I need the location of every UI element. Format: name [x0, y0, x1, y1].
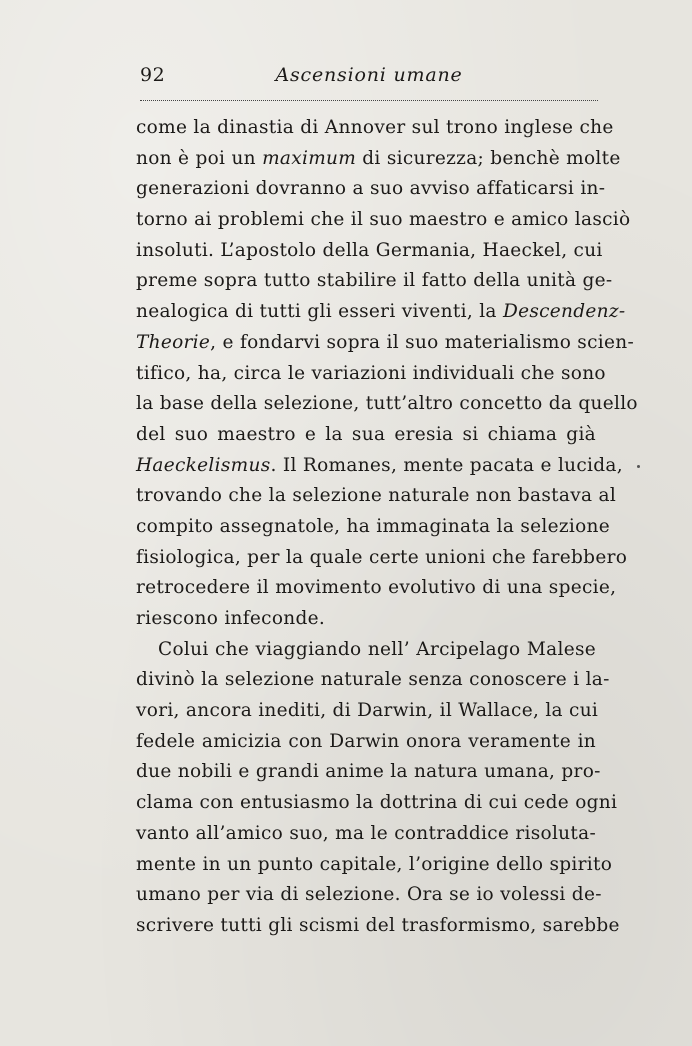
- italic-term: Haeckelismus: [136, 454, 271, 476]
- paragraph: [136, 635, 620, 942]
- text-line: nealogica di tutti gli esseri viventi, la Descendenz-: [136, 301, 626, 323]
- text-line: scrivere tutti gli scismi del trasformismo, sarebbe: [136, 914, 620, 936]
- text-line: retrocedere il movimento evolutivo di una specie,: [136, 577, 617, 599]
- text-line: fedele amicizia con Darwin onora veramente in: [136, 730, 596, 752]
- text-line: clama con entusiasmo la dottrina di cui cede ogni: [136, 792, 618, 814]
- text-line: Colui che viaggiando nell’ Arcipelago Malese: [158, 638, 596, 660]
- text-line: torno ai problemi che il suo maestro e amico lasciò: [136, 209, 631, 231]
- text-line: compito assegnatole, ha immaginata la selezione: [136, 515, 611, 537]
- text-line: due nobili e grandi anime la natura umana, pro-: [136, 761, 601, 783]
- italic-term: Descendenz-: [502, 301, 626, 323]
- text-line: non è poi un maximum di sicurezza; benchè molte: [136, 147, 621, 169]
- header-rule: [140, 100, 598, 101]
- text-line: come la dinastia di Annover sul trono inglese che: [136, 117, 614, 138]
- text-line: trovando che la selezione naturale non bastava al: [136, 485, 617, 507]
- text-line: fisiologica, per la quale certe unioni che farebbero: [136, 546, 628, 568]
- page-header: [140, 62, 598, 92]
- text-line: vori, ancora inediti, di Darwin, il Wallace, la cui: [136, 700, 599, 722]
- text-line: del suo maestro e la sua eresia si chiama già: [136, 423, 596, 445]
- text-line: Haeckelismus. Il Romanes, mente pacata e lucida,: [136, 454, 623, 476]
- text-line: umano per via di selezione. Ora se io volessi de-: [136, 884, 602, 906]
- text-line: mente in un punto capitale, l’origine dello spirito: [136, 853, 613, 875]
- text-line: tifico, ha, circa le variazioni individuali che sono: [136, 362, 606, 384]
- paragraph: [136, 113, 638, 635]
- text-line: divinò la selezione naturale senza conoscere i la-: [136, 669, 610, 691]
- text-line: insoluti. L’apostolo della Germania, Haeckel, cui: [136, 239, 603, 261]
- italic-term: Theorie: [136, 331, 211, 353]
- text-line: Theorie, e fondarvi sopra il suo materialismo scien-: [136, 331, 634, 353]
- paper-speck: [637, 465, 640, 468]
- text-line: la base della selezione, tutt’altro concetto da quello: [136, 393, 638, 415]
- running-title: Ascensioni umane: [275, 64, 463, 86]
- text-line: riescono infeconde.: [136, 608, 326, 629]
- text-line: vanto all’amico suo, ma le contraddice risoluta-: [136, 822, 596, 844]
- page-number: 92: [140, 64, 166, 86]
- italic-term: maximum: [262, 147, 357, 169]
- text-line: generazioni dovranno a suo avviso affaticarsi in-: [136, 178, 606, 200]
- body-text: [136, 113, 638, 942]
- text-line: preme sopra tutto stabilire il fatto della unità ge-: [136, 270, 613, 292]
